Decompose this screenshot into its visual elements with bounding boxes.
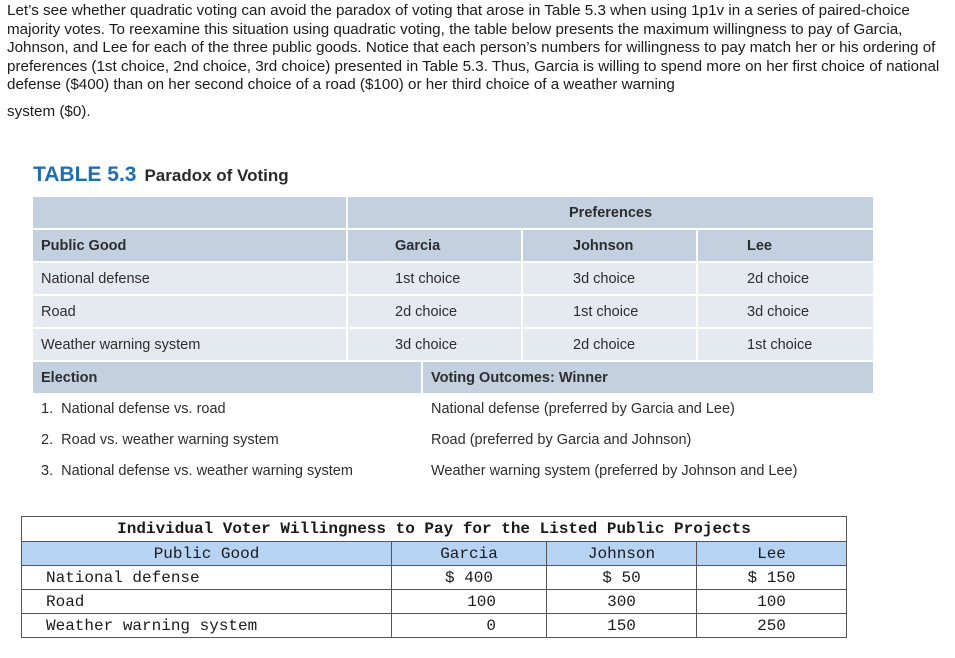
- cell-garcia: $ 400: [392, 566, 547, 590]
- table-number: TABLE 5.3: [33, 163, 137, 186]
- cell-lee: 3d choice: [698, 296, 873, 329]
- outcomes-label: Voting Outcomes: Winner: [423, 362, 873, 393]
- cell-garcia: 1st choice: [348, 263, 523, 296]
- col-header-public-good: Public Good: [22, 542, 392, 566]
- election-number: 1.: [41, 400, 54, 417]
- election-label: Election: [33, 362, 423, 393]
- table-5-3-caption: [33, 163, 289, 187]
- col-header-johnson: Johnson: [523, 230, 698, 263]
- election-matchup: [33, 424, 423, 455]
- wtp-column-header-row: [22, 542, 847, 566]
- table-row: [22, 614, 847, 638]
- paradox-of-voting-table: [33, 197, 873, 486]
- wtp-title-row: [22, 517, 847, 542]
- election-winner: Weather warning system (preferred by Johnson and Lee): [423, 455, 873, 486]
- col-header-garcia: Garcia: [348, 230, 523, 263]
- table-row: [33, 296, 873, 329]
- cell-lee: 2d choice: [698, 263, 873, 296]
- col-header-johnson: Johnson: [547, 542, 697, 566]
- willingness-to-pay-table: [21, 516, 847, 638]
- intro-paragraph: Let’s see whether quadratic voting can avoid the paradox of voting that arose in Table 5.3 when using 1p1v in a series of paired-choice majority votes. To reexamine this situation using quadratic voting, the table below presents the maximum willingness to pay of Garcia, Johnson, and Lee for each of the three public goods. Notice that each person’s numbers for willingness to pay match her or his ordering of preferences (1st choice, 2nd choice, 3rd choice) presented in Table 5.3. Thus, Garcia is willing to spend more on her first choice of national defense ($400) than on her second choice of a road ($100) or her third choice of a weather warning: [7, 2, 940, 94]
- cell-lee: $ 150: [697, 566, 847, 590]
- election-number: 3.: [41, 462, 54, 479]
- election-pair: Road vs. weather warning system: [61, 431, 279, 448]
- col-header-public-good: Public Good: [33, 230, 348, 263]
- table-row: [22, 566, 847, 590]
- row-label: Weather warning system: [33, 329, 348, 362]
- table-title: Paradox of Voting: [144, 166, 289, 185]
- election-row: [33, 393, 873, 424]
- preferences-label: Preferences: [348, 197, 873, 230]
- cell-lee: 250: [697, 614, 847, 638]
- cell-garcia: 0: [392, 614, 547, 638]
- row-label: National defense: [22, 566, 392, 590]
- cell-johnson: 2d choice: [523, 329, 698, 362]
- election-winner: Road (preferred by Garcia and Johnson): [423, 424, 873, 455]
- empty-corner-cell: [33, 197, 348, 230]
- wtp-title: Individual Voter Willingness to Pay for the Listed Public Projects: [22, 517, 847, 542]
- preferences-header-row: [33, 197, 873, 230]
- election-number: 2.: [41, 431, 54, 448]
- table-row: [33, 329, 873, 362]
- column-header-row: [33, 230, 873, 263]
- row-label: National defense: [33, 263, 348, 296]
- cell-johnson: $ 50: [547, 566, 697, 590]
- election-pair: National defense vs. weather warning system: [61, 462, 353, 479]
- row-label: Road: [22, 590, 392, 614]
- col-header-lee: Lee: [697, 542, 847, 566]
- election-winner: National defense (preferred by Garcia and Lee): [423, 393, 873, 424]
- election-matchup: [33, 455, 423, 486]
- election-row: [33, 424, 873, 455]
- election-pair: National defense vs. road: [61, 400, 226, 417]
- intro-paragraph-tail: system ($0).: [7, 103, 91, 120]
- cell-garcia: 100: [392, 590, 547, 614]
- election-matchup: [33, 393, 423, 424]
- cell-garcia: 2d choice: [348, 296, 523, 329]
- row-label: Weather warning system: [22, 614, 392, 638]
- col-header-garcia: Garcia: [392, 542, 547, 566]
- table-row: [33, 263, 873, 296]
- election-header-row: [33, 362, 873, 393]
- table-row: [22, 590, 847, 614]
- cell-lee: 100: [697, 590, 847, 614]
- cell-garcia: 3d choice: [348, 329, 523, 362]
- row-label: Road: [33, 296, 348, 329]
- election-row: [33, 455, 873, 486]
- cell-lee: 1st choice: [698, 329, 873, 362]
- cell-johnson: 300: [547, 590, 697, 614]
- col-header-lee: Lee: [698, 230, 873, 263]
- cell-johnson: 1st choice: [523, 296, 698, 329]
- cell-johnson: 150: [547, 614, 697, 638]
- cell-johnson: 3d choice: [523, 263, 698, 296]
